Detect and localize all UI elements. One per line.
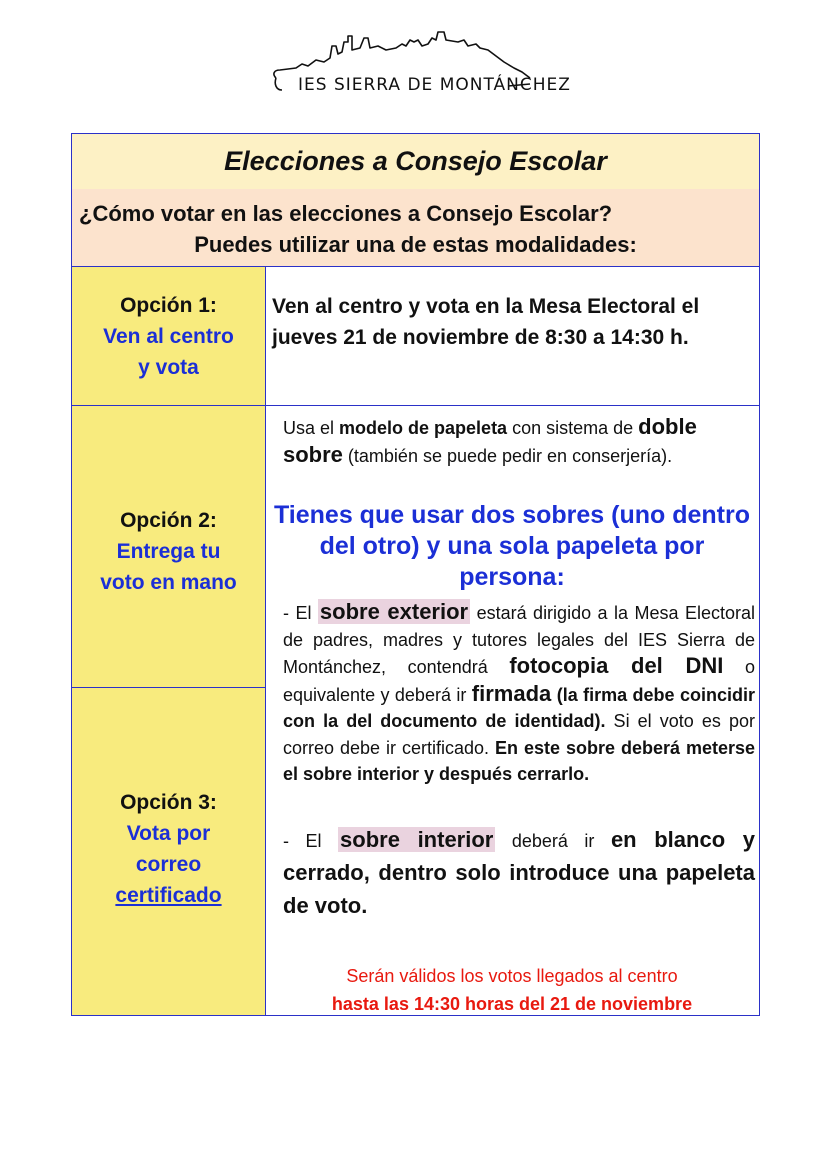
option-3-cell: [72, 688, 265, 1015]
option-1-text: Ven al centro y vota en la Mesa Electoral el jueves 21 de noviembre de 8:30 a 14:30 h.: [272, 295, 700, 349]
intro-question: ¿Cómo votar en las elecciones a Consejo Escolar?: [79, 201, 613, 226]
option-1-name: y vota: [138, 356, 199, 379]
outer-envelope-highlight: sobre exterior: [319, 599, 469, 624]
certified-mail-link[interactable]: certificado: [115, 884, 222, 907]
inner-envelope-paragraph: - El sobre interior deberá ir en blanco y cerrado, dentro solo introduce una papeleta de voto.: [283, 827, 755, 918]
option-1-label: Opción 1:: [120, 294, 217, 317]
option-2-name: Entrega tu: [116, 540, 221, 563]
option-3-name: Vota por: [126, 822, 211, 845]
ballot-paragraph-1: Usa el modelo de papeleta con sistema de doble sobre (también se puede pedir en conserjería).: [283, 414, 697, 467]
option-2-cell: [72, 406, 265, 687]
option-2-label: Opción 2:: [120, 509, 217, 532]
intro-modalities: Puedes utilizar una de estas modalidades:: [194, 232, 637, 257]
ballot-instructions-cell: [265, 406, 759, 1015]
option-2-name: voto en mano: [100, 571, 237, 594]
info-table: [71, 133, 760, 1016]
deadline-note: [265, 962, 759, 1018]
school-logo: [268, 28, 571, 100]
two-envelopes-headline: Tienes que usar dos sobres (uno dentro del otro) y una sola papeleta por persona:: [273, 501, 750, 591]
page-title: Elecciones a Consejo Escolar: [224, 146, 607, 176]
intro-cell: [72, 189, 759, 267]
option-1-cell: [72, 267, 265, 405]
school-name: IES SIERRA DE MONTÁNCHEZ: [298, 75, 571, 95]
deadline-note-line: hasta las 14:30 horas del 21 de noviembre: [331, 994, 693, 1014]
option-3-name: correo: [135, 853, 202, 876]
title-cell: [72, 134, 759, 189]
column-divider: [265, 267, 266, 1015]
inner-envelope-highlight: sobre interior: [340, 827, 494, 852]
option-1-detail-cell: [265, 267, 759, 405]
option-3-label: Opción 3:: [120, 791, 217, 814]
option-1-name: Ven al centro: [103, 325, 234, 348]
deadline-note-line: Serán válidos los votos llegados al centro: [346, 966, 678, 986]
outer-envelope-paragraph: - El sobre exterior estará dirigido a la Mesa Electoral de padres, madres y tutores legales del IES Sierra de Montánchez, contendrá fotocopia del DNI o equivalente y deberá ir firmada (la firma debe coincidir con la del documento de identidad). Si el voto es por correo debe ir certificado. En este sobre deberá meterse el sobre interior y después cerrarlo.: [283, 599, 755, 784]
